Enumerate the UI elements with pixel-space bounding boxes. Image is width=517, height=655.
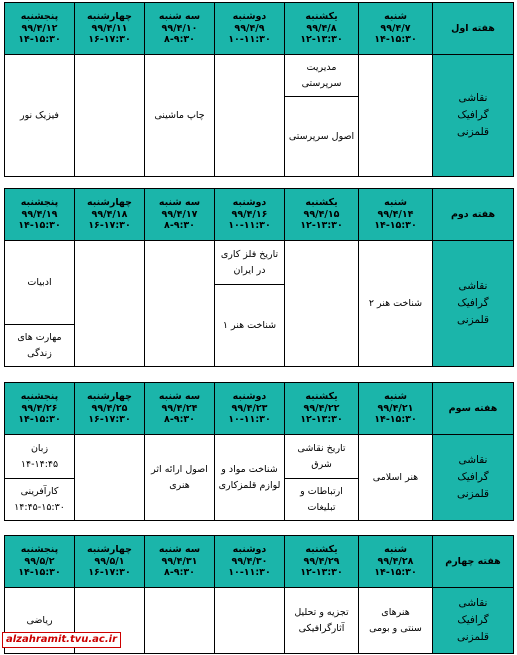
subject-cell: نقاشی گرافیک قلمزنی [433, 588, 514, 654]
sunday-cell-a: مدیریت سرپرستی [285, 55, 359, 97]
day-header-wednesday: چهارشنبه ۹۹/۴/۱۱ ۱۶-۱۷:۳۰ [75, 3, 145, 55]
tuesday-cell: اصول ارائه اثر هنری [145, 435, 215, 521]
day-header-sunday: یکشنبه ۹۹/۴/۲۲ ۱۲-۱۳:۳۰ [285, 383, 359, 435]
day-header-thursday: پنجشنبه ۹۹/۴/۱۲ ۱۴-۱۵:۳۰ [5, 3, 75, 55]
wednesday-cell [75, 435, 145, 521]
watermark-link[interactable]: alzahramit.tvu.ac.ir [2, 632, 121, 648]
thursday-cell: فیزیک نور [5, 55, 75, 177]
day-header-thursday: پنجشنبه ۹۹/۴/۱۹ ۱۴-۱۵:۳۰ [5, 189, 75, 241]
day-header-sunday: یکشنبه ۹۹/۴/۸ ۱۲-۱۳:۳۰ [285, 3, 359, 55]
week-3-table [4, 382, 514, 521]
week-1-table [4, 2, 514, 177]
monday-cell-a: تاریخ فلز کاری در ایران [215, 241, 285, 285]
monday-cell [215, 588, 285, 654]
subject-cell: نقاشی گرافیک قلمزنی [433, 435, 514, 521]
day-header-monday: دوشنبه ۹۹/۴/۳۰ ۱۰-۱۱:۳۰ [215, 536, 285, 588]
day-header-saturday: شنبه ۹۹/۴/۷ ۱۴-۱۵:۳۰ [359, 3, 433, 55]
sunday-cell-b: ارتباطات و تبلیغات [285, 479, 359, 521]
day-header-tuesday: سه شنبه ۹۹/۴/۱۷ ۸-۹:۳۰ [145, 189, 215, 241]
day-header-tuesday: سه شنبه ۹۹/۴/۱۰ ۸-۹:۳۰ [145, 3, 215, 55]
sunday-cell-b: اصول سرپرستی [285, 97, 359, 177]
day-header-saturday: شنبه ۹۹/۴/۲۸ ۱۴-۱۵:۳۰ [359, 536, 433, 588]
monday-cell-b: شناخت هنر ۱ [215, 285, 285, 367]
week-label: هفته چهارم [433, 536, 514, 588]
thursday-cell-b: مهارت های زندگی [5, 325, 75, 367]
week-label: هفته دوم [433, 189, 514, 241]
day-header-sunday: یکشنبه ۹۹/۴/۲۹ ۱۲-۱۳:۳۰ [285, 536, 359, 588]
day-header-monday: دوشنبه ۹۹/۴/۲۳ ۱۰-۱۱:۳۰ [215, 383, 285, 435]
thursday-cell: ریاضی [5, 588, 75, 654]
tuesday-cell [145, 241, 215, 367]
saturday-cell: هنرهای سنتی و بومی [359, 588, 433, 654]
sunday-cell: تجزیه و تحلیل آثارگرافیکی [285, 588, 359, 654]
subject-cell: نقاشی گرافیک قلمزنی [433, 55, 514, 177]
sunday-cell [285, 241, 359, 367]
subject-cell: نقاشی گرافیک قلمزنی [433, 241, 514, 367]
day-header-tuesday: سه شنبه ۹۹/۴/۳۱ ۸-۹:۳۰ [145, 536, 215, 588]
week-label: هفته سوم [433, 383, 514, 435]
saturday-cell: هنر اسلامی [359, 435, 433, 521]
day-header-sunday: یکشنبه ۹۹/۴/۱۵ ۱۲-۱۳:۳۰ [285, 189, 359, 241]
day-header-saturday: شنبه ۹۹/۴/۲۱ ۱۴-۱۵:۳۰ [359, 383, 433, 435]
monday-cell: شناخت مواد و لوازم قلمزکاری [215, 435, 285, 521]
day-header-tuesday: سه شنبه ۹۹/۴/۲۴ ۸-۹:۳۰ [145, 383, 215, 435]
day-header-wednesday: چهارشنبه ۹۹/۴/۲۵ ۱۶-۱۷:۳۰ [75, 383, 145, 435]
day-header-monday: دوشنبه ۹۹/۴/۹ ۱۰-۱۱:۳۰ [215, 3, 285, 55]
saturday-cell: شناخت هنر ۲ [359, 241, 433, 367]
day-header-monday: دوشنبه ۹۹/۴/۱۶ ۱۰-۱۱:۳۰ [215, 189, 285, 241]
day-header-wednesday: چهارشنبه ۹۹/۴/۱۸ ۱۶-۱۷:۳۰ [75, 189, 145, 241]
sunday-cell-a: تاریخ نقاشی شرق [285, 435, 359, 479]
monday-cell [215, 55, 285, 177]
wednesday-cell [75, 55, 145, 177]
week-2-table [4, 188, 514, 367]
day-header-saturday: شنبه ۹۹/۴/۱۴ ۱۴-۱۵:۳۰ [359, 189, 433, 241]
day-header-thursday: پنجشنبه ۹۹/۴/۲۶ ۱۴-۱۵:۳۰ [5, 383, 75, 435]
saturday-cell [359, 55, 433, 177]
week-label: هفته اول [433, 3, 514, 55]
wednesday-cell [75, 241, 145, 367]
thursday-cell-a: ادبیات [5, 241, 75, 325]
tuesday-cell [145, 588, 215, 654]
thursday-cell-a: زبان ۱۴-۱۴:۴۵ [5, 435, 75, 479]
day-header-wednesday: چهارشنبه ۹۹/۵/۱ ۱۶-۱۷:۳۰ [75, 536, 145, 588]
tuesday-cell: چاپ ماشینی [145, 55, 215, 177]
day-header-thursday: پنجشنبه ۹۹/۵/۲ ۱۴-۱۵:۳۰ [5, 536, 75, 588]
thursday-cell-b: کارآفرینی ۱۴:۴۵-۱۵:۳۰ [5, 479, 75, 521]
